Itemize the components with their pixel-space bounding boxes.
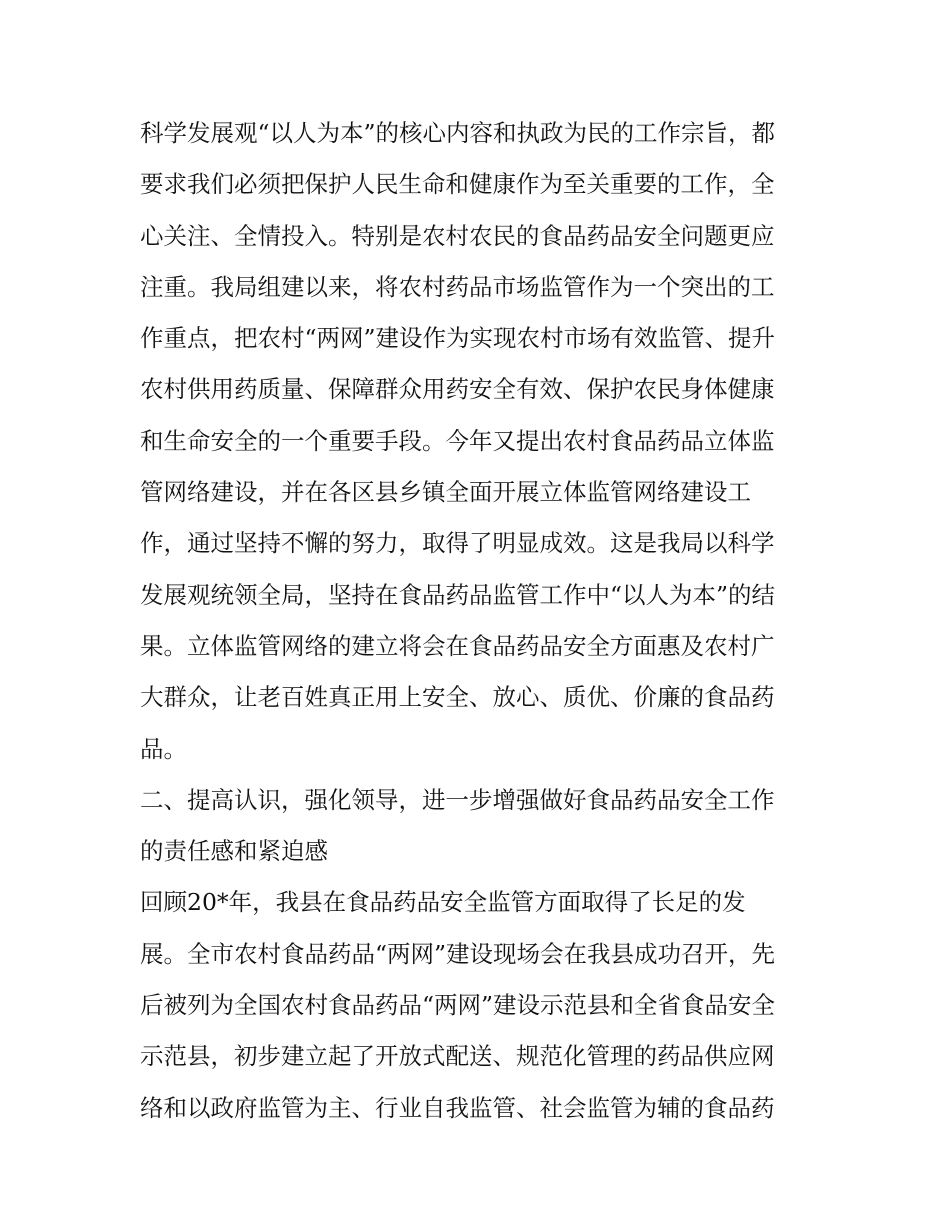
- text-line: 络和以政府监管为主、行业自我监管、社会监管为辅的食品药: [140, 1093, 775, 1122]
- section-heading-line: 的责任感和紧迫感: [140, 837, 328, 866]
- text-line: 品。: [140, 734, 187, 763]
- text-line: 心关注、全情投入。特别是农村农民的食品药品安全问题更应: [140, 221, 775, 250]
- text-line: 管网络建设，并在各区县乡镇全面开展立体监管网络建设工: [140, 478, 751, 507]
- text-line: 和生命安全的一个重要手段。今年又提出农村食品药品立体监: [140, 426, 775, 455]
- text-line: 果。立体监管网络的建立将会在食品药品安全方面惠及农村广: [140, 631, 775, 660]
- text-line: 发展观统领全局，坚持在食品药品监管工作中“以人为本”的结: [140, 580, 776, 609]
- text-line: 作，通过坚持不懈的努力，取得了明显成效。这是我局以科学: [140, 529, 775, 558]
- section-heading-line: 二、提高认识，强化领导，进一步增强做好食品药品安全工作: [140, 785, 775, 814]
- text-line: 后被列为全国农村食品药品“两网”建设示范县和全省食品安全: [140, 991, 776, 1020]
- text-line: 回顾20*年，我县在食品药品安全监管方面取得了长足的发: [140, 888, 746, 917]
- text-line: 示范县，初步建立起了开放式配送、规范化管理的药品供应网: [140, 1042, 775, 1071]
- text-line: 作重点，把农村“两网”建设作为实现农村市场有效监管、提升: [140, 324, 776, 353]
- text-line: 展。全市农村食品药品“两网”建设现场会在我县成功召开，先: [140, 939, 776, 968]
- text-line: 科学发展观“以人为本”的核心内容和执政为民的工作宗旨，都: [140, 119, 776, 147]
- text-line: 要求我们必须把保护人民生命和健康作为至关重要的工作，全: [140, 170, 775, 199]
- text-line: 农村供用药质量、保障群众用药安全有效、保护农民身体健康: [140, 375, 775, 404]
- text-line: 大群众，让老百姓真正用上安全、放心、质优、价廉的食品药: [140, 683, 775, 712]
- text-line: 注重。我局组建以来，将农村药品市场监管作为一个突出的工: [140, 272, 775, 301]
- body-text: [140, 108, 830, 1134]
